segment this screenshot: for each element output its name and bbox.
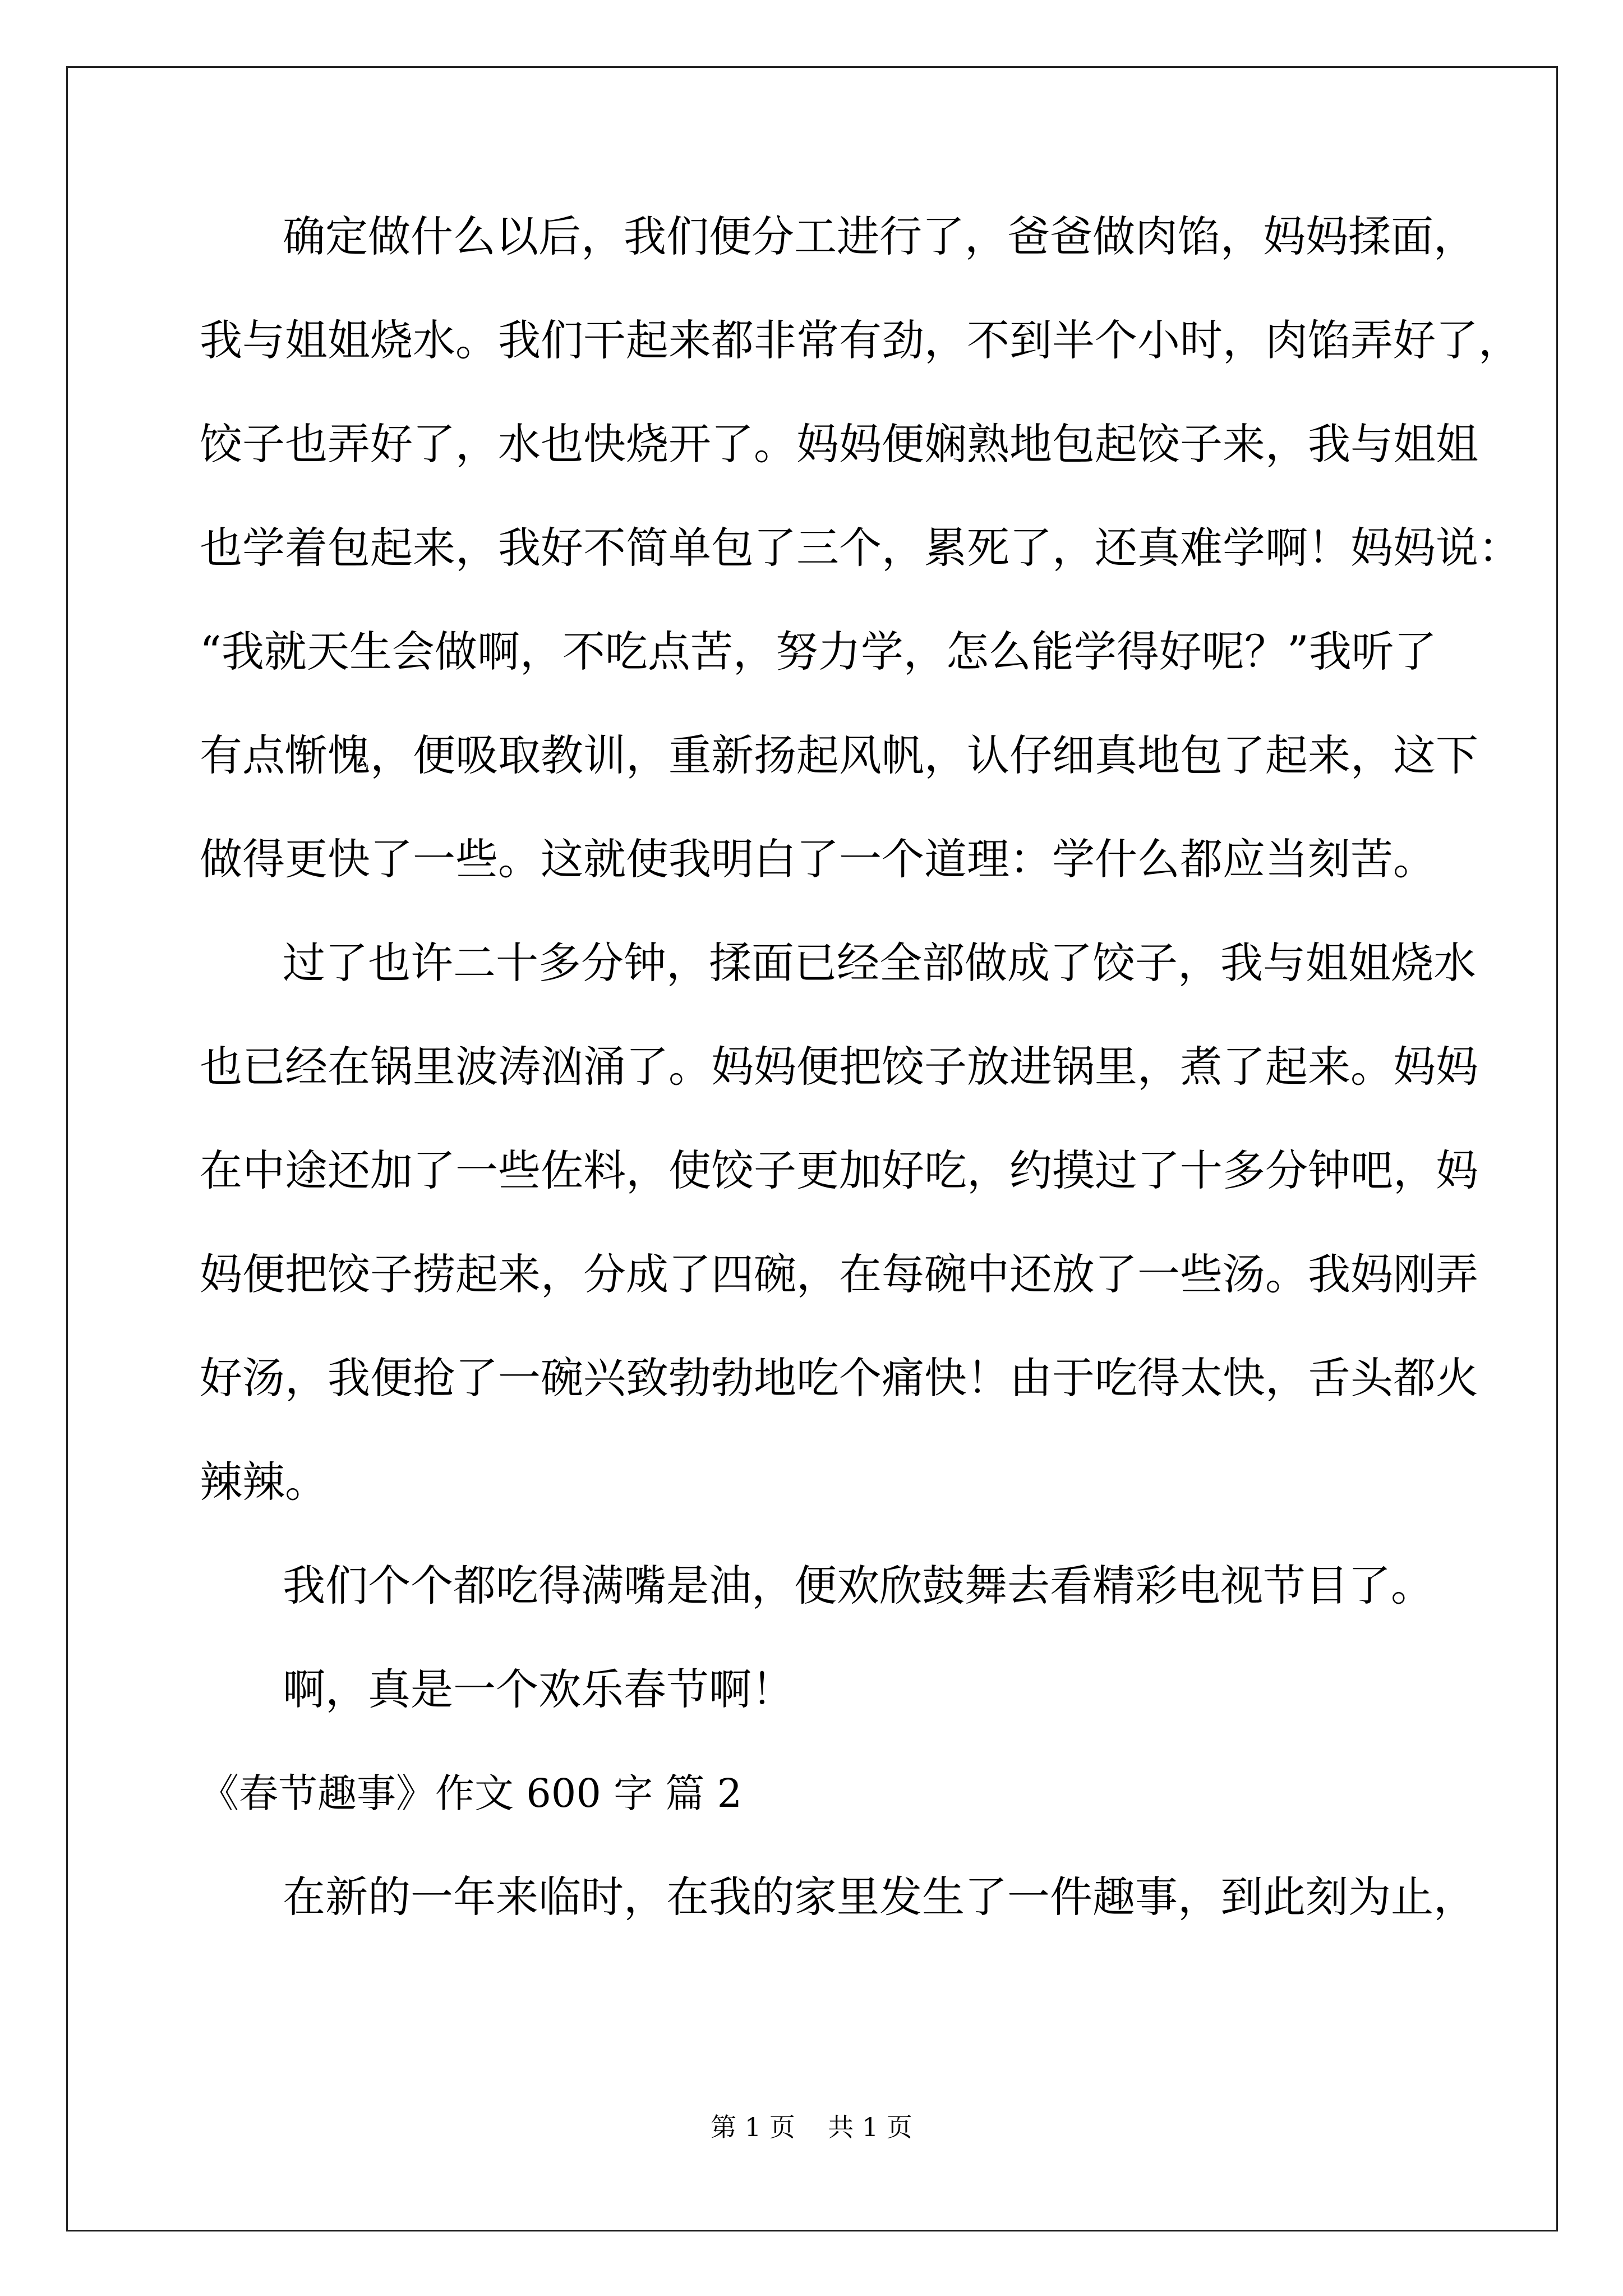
paragraph-line: 确定做什么以后，我们便分工进行了，爸爸做肉馅，妈妈揉面， <box>283 211 1476 261</box>
paragraph-line: 啊，真是一个欢乐春节啊！ <box>283 1664 794 1714</box>
paragraph-line: 过了也许二十多分钟，揉面已经全部做成了饺子，我与姐姐烧水 <box>283 938 1476 988</box>
paragraph-line: 妈便把饺子捞起来，分成了四碗，在每碗中还放了一些汤。我妈刚弄 <box>200 1249 1478 1299</box>
paragraph-line: 好汤，我便抢了一碗兴致勃勃地吃个痛快！由于吃得太快，舌头都火 <box>200 1353 1478 1403</box>
paragraph-line: “我就天生会做啊，不吃点苦，努力学，怎么能学得好呢？”我听了 <box>200 627 1437 677</box>
section-heading: 《春节趣事》作文 600 字 篇 2 <box>200 1770 743 1816</box>
paragraph-line: 在中途还加了一些佐料，使饺子更加好吃，约摸过了十多分钟吧，妈 <box>200 1145 1478 1195</box>
paragraph-line: 我与姐姐烧水。我们干起来都非常有劲，不到半个小时，肉馅弄好了， <box>200 315 1521 365</box>
paragraph-line: 在新的一年来临时，在我的家里发生了一件趣事，到此刻为止， <box>283 1872 1476 1922</box>
paragraph-line: 辣辣。 <box>200 1457 328 1507</box>
paragraph-line: 我们个个都吃得满嘴是油，便欢欣鼓舞去看精彩电视节目了。 <box>283 1561 1433 1611</box>
paragraph-line: 有点惭愧，便吸取教训，重新扬起风帆，认仔细真地包了起来，这下 <box>200 730 1478 780</box>
paragraph-line: 做得更快了一些。这就使我明白了一个道理：学什么都应当刻苦。 <box>200 834 1436 884</box>
page-number-footer: 第 1 页 共 1 页 <box>711 2112 912 2142</box>
paragraph-line: 饺子也弄好了，水也快烧开了。妈妈便娴熟地包起饺子来，我与姐姐 <box>200 419 1478 469</box>
paragraph-line: 也学着包起来，我好不简单包了三个，累死了，还真难学啊！妈妈说： <box>200 523 1521 573</box>
paragraph-line: 也已经在锅里波涛汹涌了。妈妈便把饺子放进锅里，煮了起来。妈妈 <box>200 1042 1478 1092</box>
